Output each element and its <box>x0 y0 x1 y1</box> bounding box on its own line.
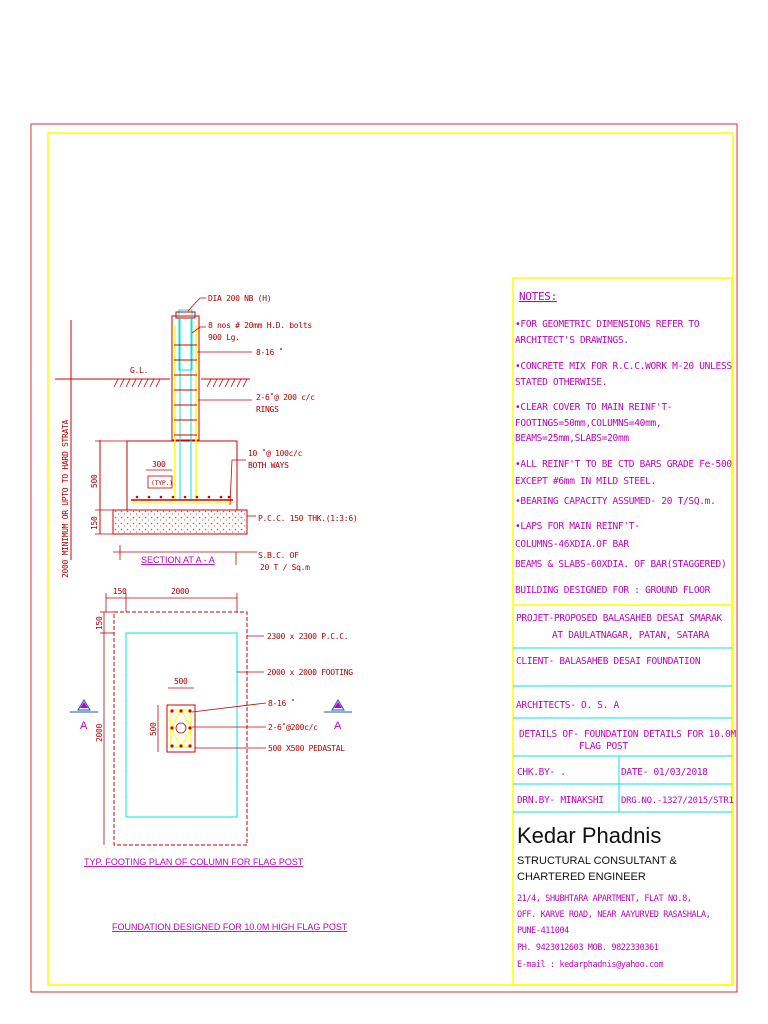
label-plan-pcc: 2300 x 2300 P.C.C. <box>267 632 349 641</box>
dim-500-ped: 500 <box>174 677 188 686</box>
note-line: BEAMS=25mm,SLABS=20mm <box>515 433 629 444</box>
label-plan-bars: 8-16 ˚ <box>268 699 296 708</box>
label-mesh-2: BOTH WAYS <box>248 461 289 470</box>
dim-150-side: 150 <box>95 616 104 630</box>
section-title: SECTION AT A - A <box>141 555 215 565</box>
pcc-bed <box>113 510 247 534</box>
label-rings-2: RINGS <box>256 405 279 414</box>
drg-no: DRG.NO.-1327/2015/STR1 <box>621 796 734 806</box>
dim-150: 150 <box>90 516 99 530</box>
dim-typ: (TYP.) <box>151 479 173 487</box>
pedestal-outline <box>172 316 199 441</box>
note-line: COLUMNS-46XDIA.OF BAR <box>515 539 629 550</box>
email-line: E-mail : kedarphadnis@yahoo.com <box>517 960 664 970</box>
dim-500: 500 <box>90 474 99 488</box>
footing-plan-outline <box>126 633 237 817</box>
label-main-bars: 8-16 ˚ <box>256 348 284 357</box>
section-marker-right: A <box>334 720 342 732</box>
note-line: •CLEAR COVER TO MAIN REINF'T- <box>515 402 673 413</box>
note-line: FOOTINGS=50mm,COLUMNS=40mm, <box>515 418 662 429</box>
title-block <box>513 278 736 985</box>
date: DATE- 01/03/2018 <box>621 767 708 778</box>
flag-post-pipe <box>179 310 192 370</box>
note-line: BUILDING DESIGNED FOR : GROUND FLOOR <box>515 585 711 596</box>
note-line: ARCHITECT'S DRAWINGS. <box>515 335 629 346</box>
pcc-outline <box>114 612 247 845</box>
label-gl: G.L. <box>130 366 149 375</box>
dim-strata: 2000 MINIMUM OR UPTO TO HARD STRATA <box>61 419 70 578</box>
label-rings-1: 2-6˚@ 200 c/c <box>256 393 315 402</box>
address-line-1: 21/4, SHUBHTARA APARTMENT, FLAT NO.8, <box>517 894 692 904</box>
note-line: •CONCRETE MIX FOR R.C.C.WORK M-20 UNLESS <box>515 361 732 372</box>
dim-2000-side: 2000 <box>95 723 104 742</box>
address-line-3: PUNE-411004 <box>517 926 569 936</box>
note-line: •LAPS FOR MAIN REINF'T- <box>515 521 640 532</box>
details-line-1: DETAILS OF- FOUNDATION DETAILS FOR 10.0M <box>519 729 736 740</box>
architects-line: ARCHITECTS- O. S. A <box>516 700 619 711</box>
details-line-2: FLAG POST <box>579 741 628 752</box>
address-line-2: OFF. KARVE ROAD, NEAR AAYURVED RASASHALA, <box>517 910 711 920</box>
footing-plan <box>70 587 353 867</box>
client-line: CLIENT- BALASAHEB DESAI FOUNDATION <box>516 656 701 667</box>
dim-150-top: 150 <box>113 587 127 596</box>
note-line: •BEARING CAPACITY ASSUMED- 20 T/SQ.m. <box>515 496 716 507</box>
label-sbc-2: 20 T / Sq.m <box>260 563 310 572</box>
label-mesh-1: 10 ˚@ 100c/c <box>248 449 303 458</box>
dim-300: 300 <box>152 460 166 469</box>
label-sbc-1: S.B.C. OF <box>258 551 299 560</box>
plan-bars <box>170 709 191 747</box>
project-line-2: AT DAULATNAGAR, PATAN, SATARA <box>552 630 710 641</box>
phone-line: PH. 9423012603 MOB. 9822330361 <box>517 943 659 953</box>
section-a-a <box>55 294 357 578</box>
label-bolt-dia: DIA 200 NB (H) <box>208 294 272 303</box>
note-line: •FOR GEOMETRIC DIMENSIONS REFER TO <box>515 319 700 330</box>
firm-subtitle-1: STRUCTURAL CONSULTANT & <box>517 855 677 867</box>
drn-by: DRN.BY- MINAKSHI <box>517 795 604 806</box>
firm-subtitle-2: CHARTERED ENGINEER <box>517 871 646 883</box>
footer-note: FOUNDATION DESIGNED FOR 10.0M HIGH FLAG POST <box>112 922 348 932</box>
dim-2000-top: 2000 <box>171 587 190 596</box>
label-bolts-2: 900 Lg. <box>208 333 240 342</box>
chk-by: CHK.BY- . <box>517 767 566 778</box>
note-line: STATED OTHERWISE. <box>515 377 608 388</box>
label-plan-pedestal: 500 X500 PEDASTAL <box>268 744 345 753</box>
label-plan-rings: 2-6˚@200c/c <box>268 723 318 732</box>
plan-title: TYP. FOOTING PLAN OF COLUMN FOR FLAG POST <box>84 857 304 867</box>
label-plan-footing: 2000 x 2000 FOOTING <box>267 668 353 677</box>
notes-heading: NOTES: <box>519 290 557 303</box>
label-pcc: P.C.C. 150 THK.(1:3:6) <box>258 514 358 523</box>
firm-name: Kedar Phadnis <box>517 823 662 848</box>
label-bolts-1: 8 nos # 20mm H.D. bolts <box>208 321 312 330</box>
section-marker-left: A <box>80 720 88 732</box>
project-line-1: PROJET-PROPOSED BALASAHEB DESAI SMARAK <box>516 613 722 624</box>
note-line: EXCEPT #6mm IN MILD STEEL. <box>515 476 656 487</box>
rings <box>174 345 197 435</box>
note-line: •ALL REINF'T TO BE CTD BARS GRADE Fe-500 <box>515 459 732 470</box>
dim-500-side: 500 <box>149 722 158 736</box>
note-line: BEAMS & SLABS-60XDIA. OF BAR(STAGGERED) <box>515 559 727 570</box>
